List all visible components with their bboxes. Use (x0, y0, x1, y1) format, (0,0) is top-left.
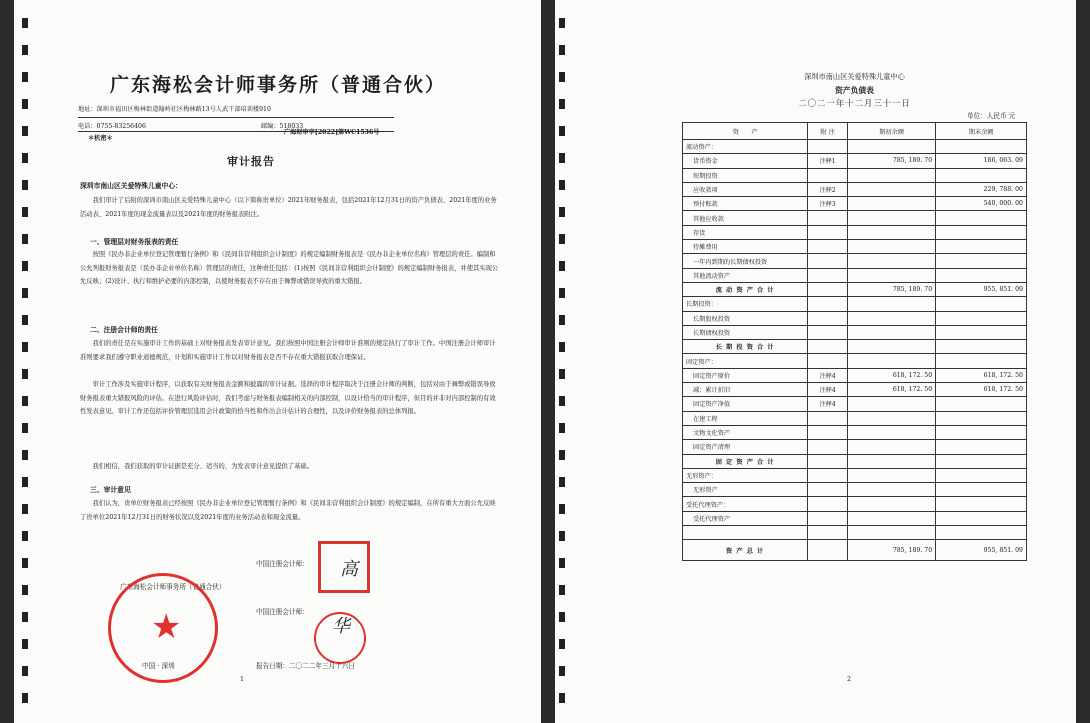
row-note: 注释4 (808, 383, 848, 397)
balance-sheet-date: 二〇二一年十二月三十一日 (798, 98, 911, 108)
table-row (683, 268, 1027, 282)
row-end-balance (936, 526, 1027, 540)
table-row (683, 383, 1027, 397)
row-note (808, 140, 848, 154)
binder-hole (22, 423, 28, 433)
binder-hole (22, 180, 28, 190)
row-label: 无形资产： (683, 468, 808, 482)
binder-hole (22, 666, 28, 676)
row-note (808, 254, 848, 268)
row-begin-balance (847, 497, 935, 511)
secrecy-mark: ＊机密＊ (88, 135, 113, 142)
balance-sheet-title: 资产负债表 (835, 86, 874, 95)
binder-hole (22, 99, 28, 109)
table-row (683, 211, 1027, 225)
row-begin-balance (847, 182, 935, 196)
row-label: 在建工程 (683, 411, 808, 425)
binder-hole (559, 477, 565, 487)
row-begin-balance (847, 397, 935, 411)
row-end-balance (936, 397, 1027, 411)
row-end-balance (936, 168, 1027, 182)
binder-hole (559, 558, 565, 568)
row-end-balance: 186, 063. 09 (936, 154, 1027, 168)
section2-text-3: 我们相信，我们获取的审计证据是充分、适当的，为发表审计意见提供了基础。 (92, 463, 313, 470)
page-number-2: 2 (847, 676, 851, 683)
row-note (808, 282, 848, 296)
row-begin-balance (847, 140, 935, 154)
row-begin-balance (847, 454, 935, 468)
row-label: 固定资产净值 (683, 397, 808, 411)
row-note (808, 540, 848, 561)
report-date: 报告日期：二〇二二年三月十六日 (256, 662, 355, 670)
table-row (683, 540, 1027, 561)
row-end-balance (936, 311, 1027, 325)
row-end-balance: 540, 000. 00 (936, 197, 1027, 211)
table-row (683, 140, 1027, 154)
row-note (808, 425, 848, 439)
binder-hole (22, 504, 28, 514)
table-row (683, 468, 1027, 482)
row-label: 固定资产原价 (683, 368, 808, 382)
row-begin-balance (847, 325, 935, 339)
row-begin-balance (847, 340, 935, 354)
row-note (808, 240, 848, 254)
row-label: 固定资产清理 (683, 440, 808, 454)
row-label: 应收款项 (683, 182, 808, 196)
row-label: 其他流动资产 (683, 268, 808, 282)
section2-text-1: 我们的责任是在实施审计工作的基础上对财务报表发表审计意见。我们按照中国注册会计师审计准则的规定执行了审计工作。中国注册会计师审计准则要求我们遵守职业道德规范，计划和实施审计工作以对财务报表是否不存在重大错报获取合理保证。 (80, 340, 496, 361)
row-label: 流动资产： (683, 140, 808, 154)
binder-hole (559, 234, 565, 244)
row-label: 固定资产： (683, 354, 808, 368)
row-begin-balance: 785, 189. 70 (847, 282, 935, 296)
row-end-balance (936, 511, 1027, 525)
table-row (683, 368, 1027, 382)
document-number: 广海财审字[2022]第WC1536号 (284, 129, 380, 136)
row-begin-balance (847, 483, 935, 497)
row-end-balance (936, 497, 1027, 511)
row-begin-balance (847, 311, 935, 325)
row-begin-balance (847, 411, 935, 425)
row-note (808, 268, 848, 282)
row-label: 减：累计折旧 (683, 383, 808, 397)
binder-hole (559, 423, 565, 433)
binder-hole (22, 126, 28, 136)
row-end-balance (936, 325, 1027, 339)
row-label: 固 定 资 产 合 计 (683, 454, 808, 468)
section2-text-2: 审计工作涉及实施审计程序，以获取有关财务报表金额和披露的审计证据。选择的审计程序取决于注册会计师的判断，包括对由于舞弊或错误导致财务报表重大错报风险的评估。在进行风险评估时，我们考虑与财务报表编制相关的内部控制，以设计恰当的审计程序，但目的并非对内部控制的有效性发表意见。审计工作还包括评价管理层选用会计政策的恰当性和作出会计估计的合理性，以及评价财务报表的总体列报。 (80, 381, 496, 416)
binder-hole (22, 72, 28, 82)
row-label: 受托代理资产 (683, 511, 808, 525)
row-end-balance: 955, 851. 09 (936, 540, 1027, 561)
row-end-balance (936, 254, 1027, 268)
binder-hole (22, 639, 28, 649)
column-header: 期末余额 (936, 123, 1027, 140)
row-note (808, 297, 848, 311)
binder-hole (22, 369, 28, 379)
row-note (808, 411, 848, 425)
binder-hole (22, 288, 28, 298)
binder-hole (559, 666, 565, 676)
section1-text: 按照《民办非企业单位登记管理暂行条例》和《民间非营利组织会计制度》的规定编制财务报表是《民办非企业单位名称》管理层的责任。编制和公允列报财务报表是（民办非企业单位名称）管理层的责任，这种责任包括：(1)按照《民间非营利组织会计制度》的规定编制财务报表，并使其实现公允反映；(2)设计、执行和维护必要的内部控制，以使财务报表不存在由于舞弊或错误导致的重大错报。 (80, 251, 499, 286)
table-row (683, 311, 1027, 325)
row-end-balance (936, 468, 1027, 482)
firm-phone: 电话：0755-83256406 (78, 123, 146, 130)
binder-hole (22, 396, 28, 406)
row-note: 注释3 (808, 197, 848, 211)
binder-hole (559, 45, 565, 55)
column-header: 附 注 (808, 123, 848, 140)
binder-hole (559, 261, 565, 271)
row-end-balance (936, 211, 1027, 225)
row-begin-balance (847, 197, 935, 211)
star-icon: ★ (151, 607, 182, 647)
row-note (808, 454, 848, 468)
cpa2-signature: 华 (332, 616, 350, 637)
row-label: 长期投资： (683, 297, 808, 311)
table-row (683, 411, 1027, 425)
row-label: 短期投资 (683, 168, 808, 182)
row-end-balance (936, 454, 1027, 468)
audit-report-page (14, 0, 541, 723)
section1-heading: 一、管理层对财务报表的责任 (90, 238, 179, 246)
header-divider (78, 117, 394, 118)
row-begin-balance (847, 268, 935, 282)
row-label: 长期股权投资 (683, 311, 808, 325)
firm-postcode: 邮编：518033 (261, 123, 304, 130)
binder-hole (559, 18, 565, 28)
binder-hole (559, 72, 565, 82)
table-row (683, 354, 1027, 368)
firm-name-heading: 广东海松会计师事务所（普通合伙） (110, 74, 447, 96)
binder-hole (559, 207, 565, 217)
table-row (683, 526, 1027, 540)
row-note (808, 511, 848, 525)
row-label: 长期债权投资 (683, 325, 808, 339)
cpa2-label: 中国注册会计师： (256, 608, 309, 616)
table-row (683, 154, 1027, 168)
binder-hole (559, 180, 565, 190)
row-label: 预付账款 (683, 197, 808, 211)
row-begin-balance: 618, 172. 50 (847, 368, 935, 382)
row-label: 无形资产 (683, 483, 808, 497)
row-note (808, 354, 848, 368)
binder-hole (559, 693, 565, 703)
binder-hole (559, 153, 565, 163)
firm-address: 地址：深圳市福田区梅林街道翰岭社区梅林路13号人武干部培训楼910 (78, 106, 271, 113)
row-label: 待摊费用 (683, 240, 808, 254)
row-note: 注释4 (808, 397, 848, 411)
binder-hole (22, 558, 28, 568)
row-end-balance (936, 268, 1027, 282)
addressee: 深圳市南山区关爱特殊儿童中心： (80, 182, 182, 190)
report-title: 审计报告 (227, 155, 275, 168)
table-row (683, 282, 1027, 296)
page-number-1: 1 (240, 676, 244, 683)
binder-hole (559, 612, 565, 622)
table-row (683, 340, 1027, 354)
row-begin-balance (847, 468, 935, 482)
row-begin-balance (847, 211, 935, 225)
table-row (683, 297, 1027, 311)
binder-hole (559, 288, 565, 298)
binder-hole (22, 234, 28, 244)
firm-signature-line: 广东海松会计师事务所（普通合伙） (120, 583, 226, 591)
table-row (683, 182, 1027, 196)
binder-hole (559, 315, 565, 325)
row-note (808, 168, 848, 182)
intro-paragraph: 我们审计了后附的深圳市南山区关爱特殊儿童中心（以下简称贵单位）2021年财务报表，包括2021年12月31日的资产负债表、2021年度的业务活动表、2021年度的现金流量表以及2021年度的财务报表附注。 (80, 197, 497, 218)
row-begin-balance (847, 526, 935, 540)
binder-hole (22, 315, 28, 325)
binder-hole (559, 639, 565, 649)
binder-hole (559, 450, 565, 460)
row-begin-balance: 618, 172. 50 (847, 383, 935, 397)
row-label: 存货 (683, 225, 808, 239)
column-header: 资 产 (683, 123, 808, 140)
table-row (683, 425, 1027, 439)
row-begin-balance (847, 225, 935, 239)
table-row (683, 497, 1027, 511)
section3-text: 我们认为，贵单位财务报表已经按照《民办非企业单位登记管理暂行条例》和《民间非营利组织会计制度》的规定编制，在所有重大方面公允反映了贵单位2021年12月31日的财务状况以及2021年度的业务活动表和现金流量。 (80, 500, 496, 521)
binder-hole (22, 18, 28, 28)
table-row (683, 511, 1027, 525)
binder-hole (559, 342, 565, 352)
row-end-balance (936, 240, 1027, 254)
table-row (683, 254, 1027, 268)
binder-hole (22, 612, 28, 622)
row-label: 其他应收款 (683, 211, 808, 225)
row-note (808, 225, 848, 239)
row-end-balance (936, 425, 1027, 439)
row-note (808, 211, 848, 225)
table-header-row (683, 123, 1027, 140)
row-label: 长 期 投 资 合 计 (683, 340, 808, 354)
table-row (683, 397, 1027, 411)
binder-hole (22, 531, 28, 541)
row-label: 流 动 资 产 合 计 (683, 282, 808, 296)
table-row (683, 454, 1027, 468)
currency-unit: 单位：人民币 元 (967, 112, 1016, 120)
row-note (808, 340, 848, 354)
row-begin-balance (847, 511, 935, 525)
row-note (808, 526, 848, 540)
row-begin-balance (847, 297, 935, 311)
binder-holes-right-page (559, 0, 565, 723)
row-end-balance: 618, 172. 50 (936, 383, 1027, 397)
column-header: 期初余额 (847, 123, 935, 140)
table-row (683, 483, 1027, 497)
balance-sheet-table (682, 122, 1027, 561)
row-note (808, 440, 848, 454)
row-note: 注释1 (808, 154, 848, 168)
row-end-balance (936, 483, 1027, 497)
row-label: 资 产 总 计 (683, 540, 808, 561)
row-end-balance (936, 340, 1027, 354)
binder-hole (559, 585, 565, 595)
binder-hole (559, 504, 565, 514)
table-row (683, 325, 1027, 339)
table-row (683, 440, 1027, 454)
binder-hole (22, 45, 28, 55)
binder-hole (559, 126, 565, 136)
row-note (808, 497, 848, 511)
row-begin-balance (847, 240, 935, 254)
row-note (808, 483, 848, 497)
binder-hole (559, 99, 565, 109)
cpa1-label: 中国注册会计师： (256, 560, 309, 568)
row-label (683, 526, 808, 540)
row-note (808, 325, 848, 339)
binder-hole (22, 477, 28, 487)
row-label: 货币资金 (683, 154, 808, 168)
row-begin-balance (847, 425, 935, 439)
binder-hole (22, 693, 28, 703)
row-note: 注释2 (808, 182, 848, 196)
table-row (683, 168, 1027, 182)
binder-hole (22, 261, 28, 271)
organization-name: 深圳市南山区关爱特殊儿童中心 (804, 72, 905, 81)
row-note: 注释4 (808, 368, 848, 382)
row-begin-balance: 785, 189. 70 (847, 154, 935, 168)
row-end-balance: 618, 172. 50 (936, 368, 1027, 382)
binder-hole (22, 585, 28, 595)
table-row (683, 197, 1027, 211)
row-begin-balance (847, 354, 935, 368)
row-label: 受托代理资产： (683, 497, 808, 511)
row-begin-balance (847, 254, 935, 268)
row-end-balance (936, 140, 1027, 154)
binder-holes-left (22, 0, 28, 723)
balance-sheet-page (555, 0, 1076, 723)
place: 中国 · 深圳 (142, 662, 175, 670)
binder-hole (559, 396, 565, 406)
row-end-balance: 955, 851. 09 (936, 282, 1027, 296)
row-note (808, 468, 848, 482)
binder-hole (22, 450, 28, 460)
binder-hole (22, 342, 28, 352)
row-begin-balance: 785, 189. 70 (847, 540, 935, 561)
row-end-balance: 229, 788. 00 (936, 182, 1027, 196)
row-begin-balance (847, 440, 935, 454)
cpa1-signature: 高 (340, 559, 358, 580)
binder-hole (559, 531, 565, 541)
table-row (683, 240, 1027, 254)
section3-heading: 三、审计意见 (90, 486, 131, 494)
row-end-balance (936, 297, 1027, 311)
row-end-balance (936, 354, 1027, 368)
row-begin-balance (847, 168, 935, 182)
binder-hole (22, 153, 28, 163)
row-label: 文物文化资产 (683, 425, 808, 439)
row-end-balance (936, 411, 1027, 425)
row-end-balance (936, 440, 1027, 454)
row-note (808, 311, 848, 325)
table-row (683, 225, 1027, 239)
row-end-balance (936, 225, 1027, 239)
section2-heading: 二、注册会计师的责任 (90, 326, 158, 334)
binder-hole (22, 207, 28, 217)
row-label: 一年内到期的长期债权投资 (683, 254, 808, 268)
binder-hole (559, 369, 565, 379)
